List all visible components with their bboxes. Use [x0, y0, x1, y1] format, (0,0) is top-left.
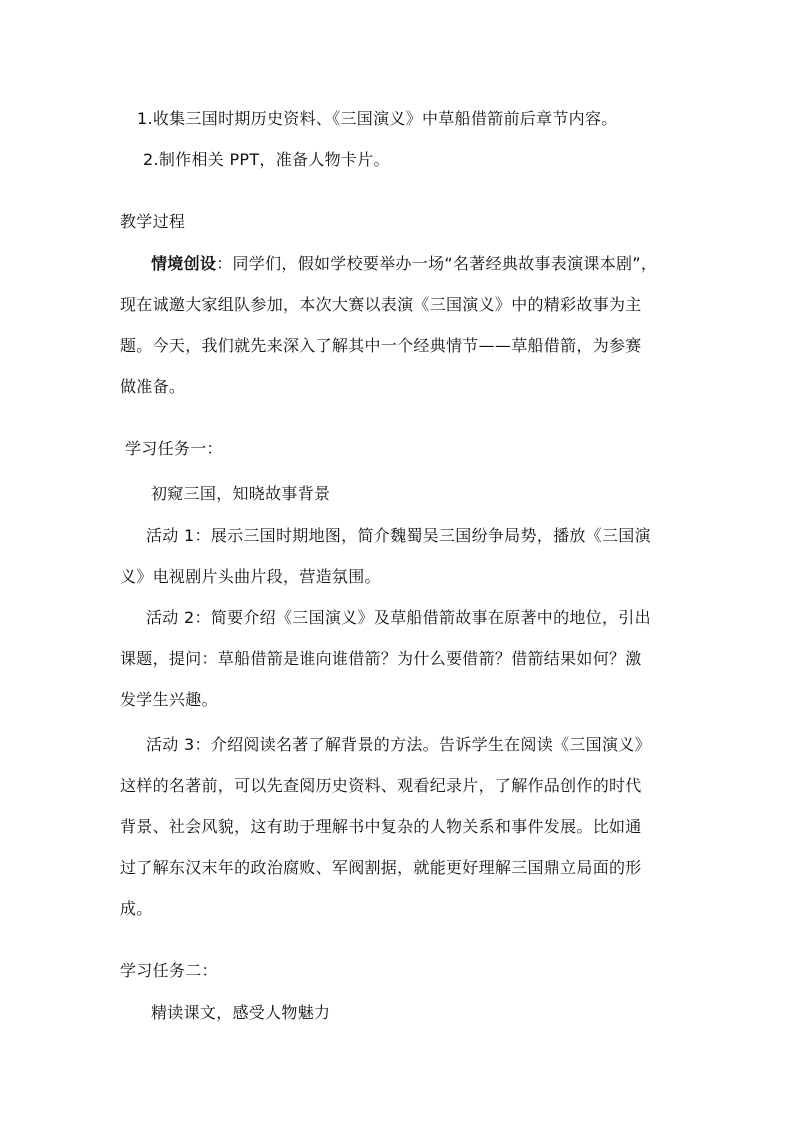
activity2-line-1: 活动 2：简要介绍《三国演义》及草船借箭故事在原著中的地位，引出 [146, 608, 651, 627]
activity2-line-2: 课题，提问：草船借箭是谁向谁借箭？为什么要借箭？借箭结果如何？激 [120, 649, 642, 668]
activity3-line-5: 成。 [120, 899, 153, 918]
activity1-line-2: 义》电视剧片头曲片段，营造氛围。 [120, 567, 381, 586]
prep-item-2: 2.制作相关 PPT，准备人物卡片。 [143, 150, 390, 169]
scene-paragraph-line-1 [151, 254, 657, 274]
task2-heading: 学习任务二： [120, 961, 218, 980]
prep-item-1: 1.收集三国时期历史资料、《三国演义》中草船借箭前后章节内容。 [137, 109, 618, 128]
activity2-line-3: 发学生兴趣。 [120, 690, 218, 709]
teaching-process-heading: 教学过程 [120, 212, 186, 231]
activity3-line-2: 这样的名著前，可以先查阅历史资料、观看纪录片，了解作品创作的时代 [120, 776, 642, 795]
scene-paragraph-line-3: 题。今天，我们就先来深入了解其中一个经典情节——草船借箭，为参赛 [120, 336, 642, 355]
scene-paragraph-line-2: 现在诚邀大家组队参加，本次大赛以表演《三国演义》中的精彩故事为主 [120, 295, 642, 314]
task1-heading: 学习任务一： [125, 439, 223, 458]
activity3-line-1: 活动 3：介绍阅读名著了解背景的方法。告诉学生在阅读《三国演义》 [146, 735, 651, 754]
activity3-line-3: 背景、社会风貌，这有助于理解书中复杂的人物关系和事件发展。比如通 [120, 817, 642, 836]
activity1-line-1: 活动 1：展示三国时期地图，简介魏蜀吴三国纷争局势，播放《三国演 [146, 526, 651, 545]
scene-paragraph-line-4: 做准备。 [120, 377, 186, 396]
task2-subtitle: 精读课文，感受人物魅力 [151, 1003, 331, 1022]
scene-label: 情境创设 [151, 254, 217, 273]
scene-text: ：同学们，假如学校要举办一场“名著经典故事表演课本剧”， [216, 254, 658, 273]
task1-subtitle: 初窥三国，知晓故事背景 [151, 484, 331, 503]
activity3-line-4: 过了解东汉末年的政治腐败、军阀割据，就能更好理解三国鼎立局面的形 [120, 858, 642, 877]
